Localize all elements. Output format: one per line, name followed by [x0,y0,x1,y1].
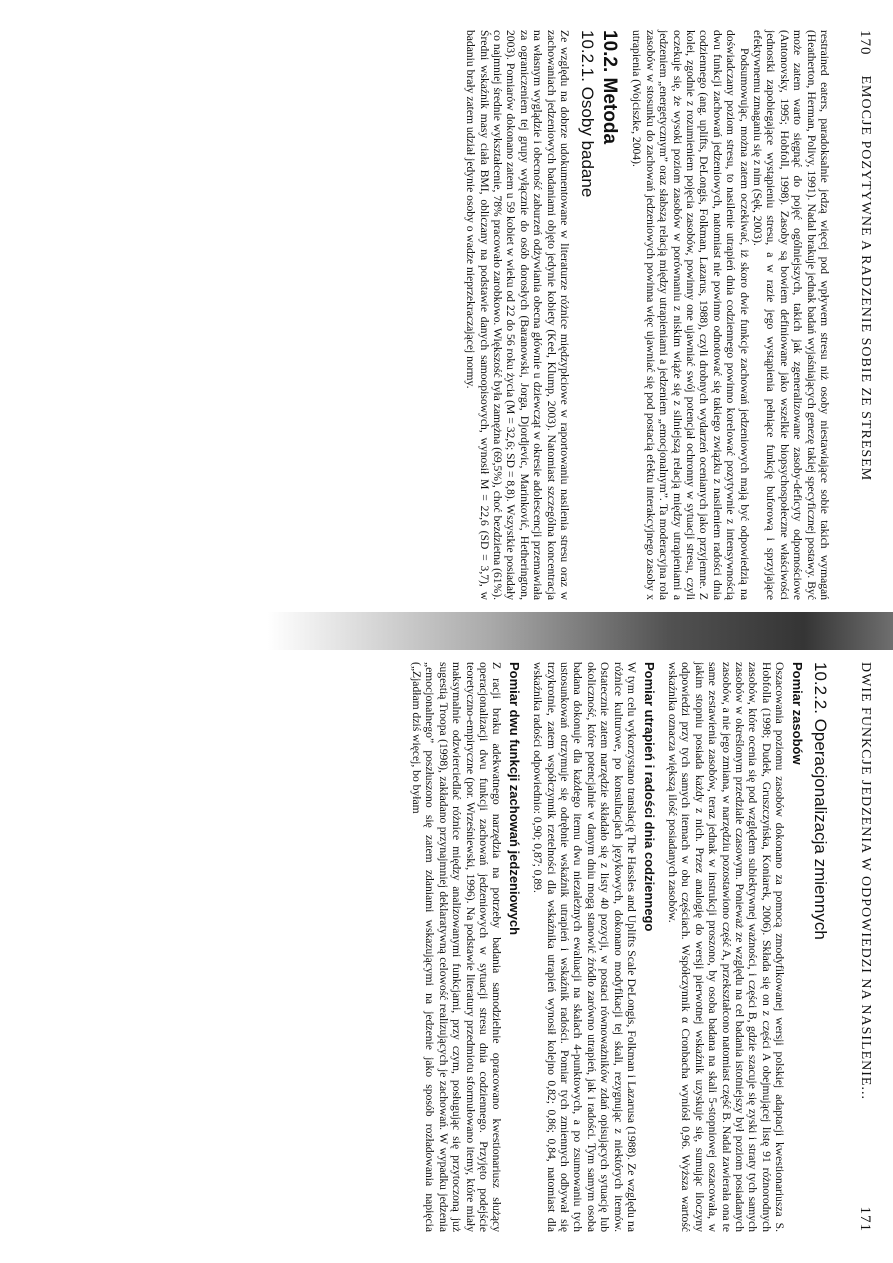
subsection-title-variables: 10.2.2. Operacjonalizacja zmiennych [811,662,830,940]
right-page-content [0,632,893,1262]
running-head-right-text: DWIE FUNKCJE JEDZENIA W ODPOWIEDZI NA NASILENIE... [858,662,873,1100]
left-page-content [0,0,893,630]
intro-paragraph-2: Podsumowując, można zatem oczekiwać, iż skoro dwie funkcje zachowań jedzeniowych mają być odpowiedzią na doświadczany poziom stresu, to nasilenie utrapień dnia codziennego powinno korelować pozytywnie z intensywnością dwu funkcji zachowań jedzeniowych, natomiast nie powinno odnotować się takiego związku z nasileniem radości dnia codziennego (ang. uplifts, DeLongis, Folkman, Lazarus, 1988), czyli drobnych wydarzeń ocenianych jako przyjemne. Z kolei, zgodnie z rozumieniem pojęcia zasobów, powinny one ujawniać swój potencjał ochronny w sytuacji stresu, czyli oczekuje się, że wysoki poziom zasobów w porównaniu z niskim wiąże się z silniejszą relacją między utrapieniami a jedzeniem „energetycznym” oraz słabszą relacją między utrapieniami a jedzeniem „emocjonalnym”. Ta moderacyjna rola zasobów w stosunku do zachowań jedzeniowych powinna więc ujawniać się pod postacią efektu interakcyjnego zasoby x utrapienia (Wojciszke, 2004). [630,30,751,600]
page-number-left: 170 [857,30,873,56]
running-head-left [856,30,873,600]
section-title: 10.2. Metoda [598,30,620,145]
participants-paragraph: Ze względu na dobrze udokumentowane w literaturze różnice międzypłciowe w raportowaniu nasilenia stresu oraz w zachowaniach jedzeniowych badaniami objęto jedynie kobiety (Keel, Klump, 2003). Natomiast szczególna koncentracja na własnym wyglądzie i obecność zaburzeń odżywiania obecna głównie u dziewcząt w okresie adolescencji przemawiała za ograniczeniem tej grupy wyłącznie do osób dorosłych (Baranowski, Jorga, Djordjevic, Marinković, Hetherington, 2003). Pomiarów dokonano zatem u 59 kobiet w wieku od 22 do 56 roku życia (M = 32,6; SD = 8,8). Wszystkie posiadały co najmniej średnie wykształcenie, 78% pracowało zarobkowo. Większość była zamężna (69,5%), choć bezdzietna (61%). Średni wskaźnik masy ciała BMI, obliczany na podstawie danych samoopisowych, wynosił M = 22,6 (SD = 3,7), w badaniu brały zatem udział jedynie osoby o wadze nieprzekraczającej normy. [464,30,572,600]
intro-paragraph-1: restrained eaters, paradoksalnie jedzą więcej pod wpływem stresu niż osoby niestawiające sobie takich wymagań (Heatherton, Herman, Polivy, 1991). Nadal brakuje jednak badań wyjaśniających genezę takiej specyficznej postawy. Być może zatem warto sięgnąć do pojęć ogólniejszych, takich jak zgeneralizowane zasoby-deficyty odpornościowe (Antonovsky, 1995; Hobfoll, 1998). Zasoby są bowiem definiowane jako wszelkie biopsychospołeczne właściwości jednostki zapobiegające wystąpieniu stresu, a w razie jego wystąpienia pełniące funkcję buforową i sprzyjające efektywnemu zmaganiu się z nim (Sęk, 2003). [750,30,831,600]
right-page [0,632,893,1262]
left-page [0,0,893,630]
heading-resources: Pomiar zasobów [789,662,805,765]
right-page-body [410,662,831,1232]
heading-hassles: Pomiar utrapień i radości dnia codziennego [641,662,657,932]
eating-paragraph: Z racji braku adekwatnego narzędzia na potrzeby badania samodzielnie opracowano kwestionariusz służący operacjonalizacji dwu funkcji zachowań jedzeniowych w sytuacji stresu dnia codziennego. Przyjęto podejście teoretyczno-empiryczne (por. Wrześniewski, 1996). Na podstawie literatury przedmiotu sformułowano itemy, które miały maksymalnie odzwierciedlać różnice między analizowanymi funkcjami, przy czym, posługując się przytoczoną już sugestią Troopa (1998), zakładano przynajmniej deklaratywną celowość realizujących je zachowań. W wypadku jedzenia „emocjonalnego” poszłuszono się zatem zdaniami wskazującymi na jedzenie jako sposób rozładowania napięcia („Zjadłam dziś więcej, bo byłam [410,662,504,1232]
resources-paragraph: Oszacowania poziomu zasobów dokonano za pomocą zmodyfikowanej wersji polskiej adaptacji kwestionariusza S. Hobfolla (1998; Dudek, Gruszczyńska, Koniarek, 2006). Składa się on z części A obejmującej listę 91 różnorodnych zasobów, które ocenia się pod względem subiektywnej ważności, i części B, gdzie szacuje się zyski i straty tych samych zasobów w określonym przedziale czasowym. Ponieważ ze względu na cel badania istotniejszy był poziom posiadanych zasobów, a nie jego zmiana, w narzędziu pozostawiono część A, przekształcono natomiast część B. Nadal zawierała ona te same zestawienia zasobów, teraz jednak w instrukcji proszono, by osoba badana na skali 5-stopniowej oszacowała, w jakim stopniu posiada każdy z nich. Przez analogię do wersji pierwotnej wskaźnik uzyskuje się, sumując iloczyny odpowiedzi przy tych samych itemach w obu częściach. Współczynnik α Cronbacha wyniósł 0,96. Wyższa wartość wskaźnika oznacza większą ilość posiadanych zasobów. [665,662,787,1232]
left-page-body [464,30,831,600]
running-head-right [856,662,873,1232]
subsection-title-participants: 10.2.1. Osoby badane [578,30,598,198]
hassles-paragraph: W tym celu wykorzystano translację The Hassles and Uplifts Scale DeLongis, Folkman i Lazarusa (1988). Ze względu na różnice kulturowe, po konsultacjach językowych, dokonano modyfikacji tej skali, rezygnując z niektórych itemów. Ostatecznie zatem narzędzie składało się z listy 40 pozycji, w postaci równoważników zdań opisujących sytuację lub okoliczność, które potencjalnie w danym dniu mogą stanowić źródło zarówno utrapień, jak i radości. Tym samym osoba badana dokonuje dla każdego itemu dwu niezależnych ewaluacji na skalach 4-punktowych, a po zsumowaniu tych ustosunkowań otrzymuje się odrębnie wskaźnik utrapień i wskaźnik radości. Pomiar tych zmiennych odbywał się trzykrotnie, zatem współczynnik rzetelności dla wskaźnika utrapień wynosił kolejno 0,82; 0,86; 0,84, natomiast dla wskaźnika radości odpowiednio: 0,90; 0,87; 0,89. [531,662,639,1232]
heading-eating: Pomiar dwu funkcji zachowań jedzeniowych [506,662,522,936]
page-number-right: 171 [857,1206,873,1232]
running-head-left-text: EMOCJE POZYTYWNE A RADZENIE SOBIE ZE STRESEM [858,75,873,482]
